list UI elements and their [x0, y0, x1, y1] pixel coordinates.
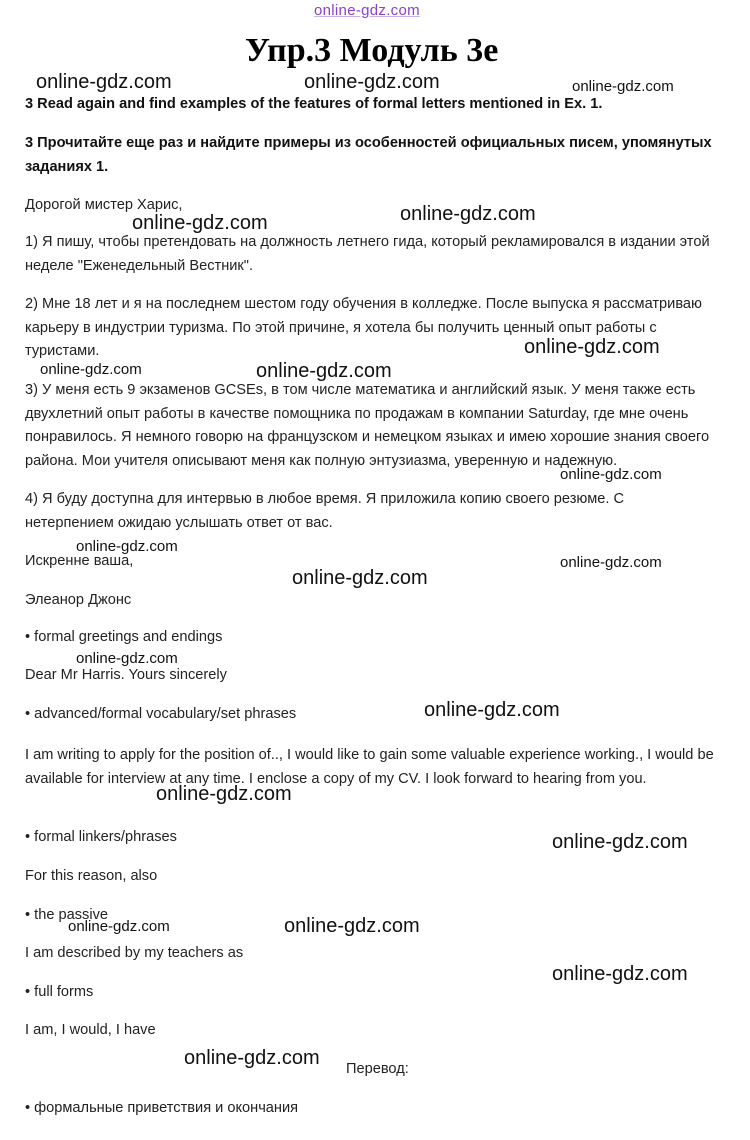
- watermark: online-gdz.com: [36, 71, 172, 93]
- feature-example: I am writing to apply for the position of.., I would like to gain some valuable experience working., I would be available for interview at any time. I enclose a copy of my CV. I look forward to hearing from you.: [25, 747, 714, 787]
- watermark: online-gdz.com: [68, 918, 170, 935]
- feature-example: I am, I would, I have: [25, 1022, 156, 1038]
- watermark: online-gdz.com: [76, 650, 178, 667]
- letter-para-2: 2) Мне 18 лет и я на последнем шестом году обучения в колледже. После выпуска я рассматриваю карьеру в индустрии туризма. По этой причине, я хотела бы получить ценный опыт работы с туристами.: [25, 296, 702, 359]
- watermark: online-gdz.com: [184, 1047, 320, 1069]
- watermark: online-gdz.com: [76, 538, 178, 555]
- watermark: online-gdz.com: [552, 963, 688, 985]
- watermark: online-gdz.com: [552, 831, 688, 853]
- watermark: online-gdz.com: [304, 71, 440, 93]
- feature-bullet: • the passive: [25, 907, 108, 923]
- watermark: online-gdz.com: [284, 915, 420, 937]
- feature-example: I am described by my teachers as: [25, 945, 244, 961]
- watermark: online-gdz.com: [560, 466, 662, 483]
- task-ru: 3 Прочитайте еще раз и найдите примеры из особенностей официальных писем, упомянутых заданиях 1.: [25, 135, 712, 175]
- feature-bullet: • formal greetings and endings: [25, 629, 223, 645]
- watermark: online-gdz.com: [400, 203, 536, 225]
- watermark: online-gdz.com: [292, 567, 428, 589]
- letter-greeting: Дорогой мистер Харис,: [25, 197, 183, 213]
- watermark: online-gdz.com: [256, 360, 392, 382]
- watermark: online-gdz.com: [132, 212, 268, 234]
- task-en: 3 Read again and find examples of the features of formal letters mentioned in Ex. 1.: [25, 96, 603, 112]
- site-link[interactable]: online-gdz.com: [314, 2, 420, 19]
- letter-closing: Искренне ваша,: [25, 553, 134, 569]
- letter-para-3: 3) У меня есть 9 экзаменов GCSEs, в том числе математика и английский язык. У меня также есть двухлетний опыт работы в качестве помощника по продажам в компании Saturday, где мне очень понравилось. Я немного говорю на французском и немецком языках и имею хорошие знания своего района. Мои учителя описывают меня как полную энтузиазма, уверенную и надежную.: [25, 382, 710, 469]
- translation-bullet: • формальные приветствия и окончания: [25, 1100, 299, 1116]
- watermark: online-gdz.com: [156, 783, 292, 805]
- letter-para-1: 1) Я пишу, чтобы претендовать на должность летнего гида, который рекламировался в издании этой неделе "Еженедельный Вестник".: [25, 234, 710, 274]
- feature-example: Dear Mr Harris. Yours sincerely: [25, 667, 227, 683]
- watermark: online-gdz.com: [524, 336, 660, 358]
- letter-para-4: 4) Я буду доступна для интервью в любое время. Я приложила копию своего резюме. С нетерпением ожидаю услышать ответ от вас.: [25, 491, 624, 531]
- page-title: Упр.3 Модуль 3е: [245, 32, 499, 69]
- feature-example: For this reason, also: [25, 868, 158, 884]
- watermark: online-gdz.com: [424, 699, 560, 721]
- watermark: online-gdz.com: [572, 78, 674, 95]
- feature-bullet: • formal linkers/phrases: [25, 829, 177, 845]
- letter-signature: Элеанор Джонс: [25, 592, 132, 608]
- watermark: online-gdz.com: [560, 554, 662, 571]
- translation-label: Перевод:: [346, 1061, 409, 1077]
- feature-bullet: • full forms: [25, 984, 94, 1000]
- feature-bullet: • advanced/formal vocabulary/set phrases: [25, 706, 297, 722]
- watermark: online-gdz.com: [40, 361, 142, 378]
